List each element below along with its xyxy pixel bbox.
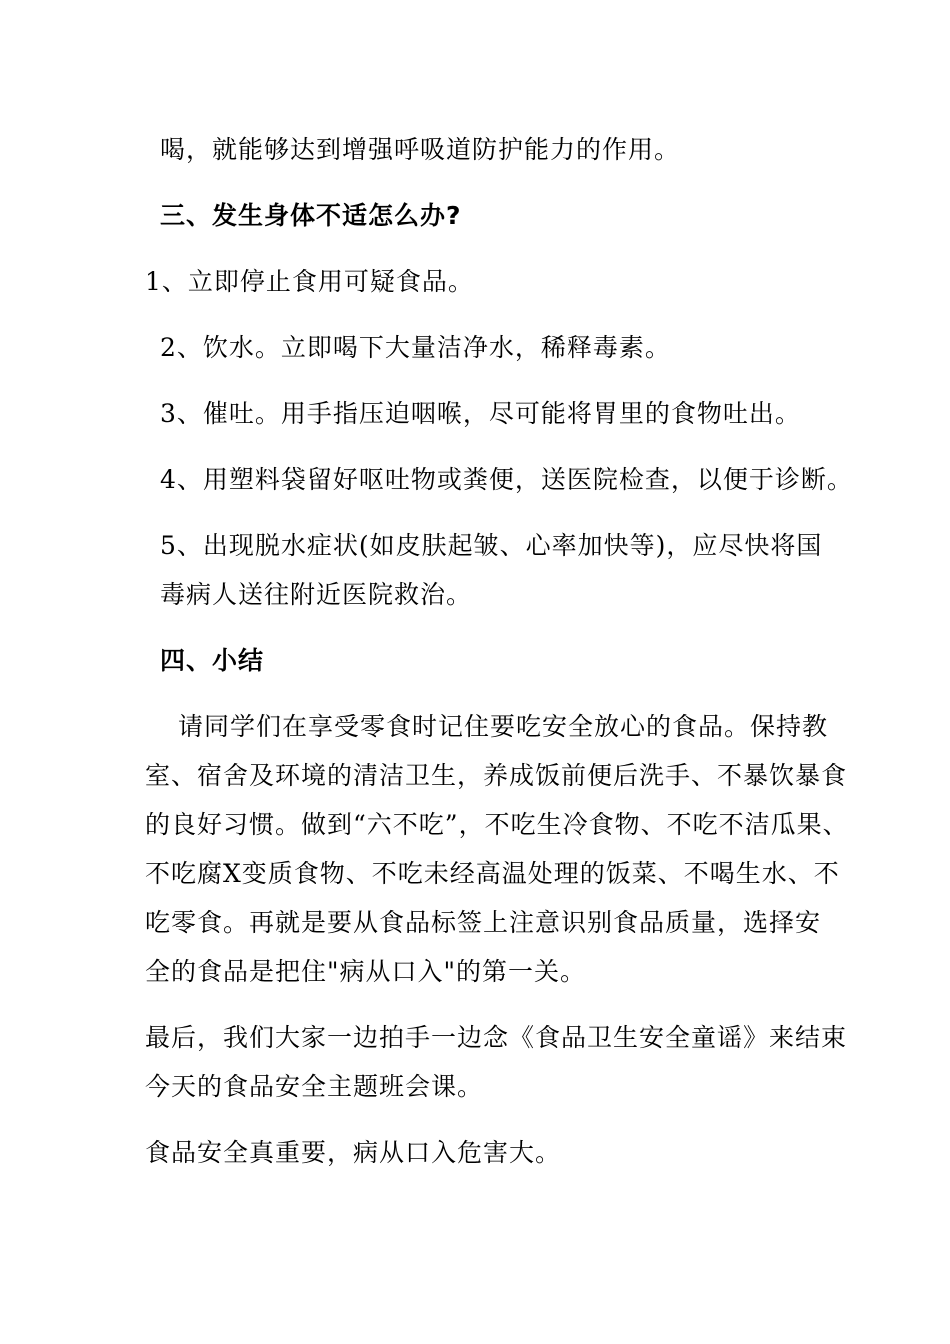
paragraph-line: 最后，我们大家一边拍手一边念《食品卫生安全童谣》来结束 [145,1023,848,1052]
paragraph-line: 室、宿舍及环境的清洁卫生，养成饭前便后洗手、不暴饮暴食 [145,761,848,790]
paragraph-line: 不吃腐X变质食物、不吃未经高温处理的饭菜、不喝生水、不 [145,859,840,888]
list-item-continuation: 毒病人送往附近医院救治。 [160,580,473,609]
list-item: 4、用塑料袋留好呕吐物或粪便，送医院检查，以便于诊断。 [160,465,853,494]
list-item: 2、饮水。立即喝下大量洁净水，稀释毒素。 [160,333,671,362]
list-item: 3、催吐。用手指压迫咽喉，尽可能将胃里的食物吐出。 [160,399,801,428]
paragraph-line: 全的食品是把住"病从口入"的第一关。 [145,957,586,986]
list-item: 5、出现脱水症状(如皮肤起皱、心率加快等)，应尽快将国 [160,531,823,560]
paragraph-line: 食品安全真重要，病从口入危害大。 [145,1138,562,1167]
paragraph-line: 请同学们在享受零食时记住要吃安全放心的食品。保持教 [178,712,829,741]
paragraph-line: 今天的食品安全主题班会课。 [145,1072,484,1101]
paragraph-line: 的良好习惯。做到“六不吃”，不吃生冷食物、不吃不洁瓜果、 [145,810,849,839]
section-heading: 三、发生身体不适怎么办? [160,201,462,230]
paragraph-line: 喝，就能够达到增强呼吸道防护能力的作用。 [160,135,681,164]
paragraph-line: 吃零食。再就是要从食品标签上注意识别食品质量，选择安 [145,908,822,937]
list-item: 1、立即停止食用可疑食品。 [145,267,474,296]
section-heading: 四、小结 [160,646,265,675]
